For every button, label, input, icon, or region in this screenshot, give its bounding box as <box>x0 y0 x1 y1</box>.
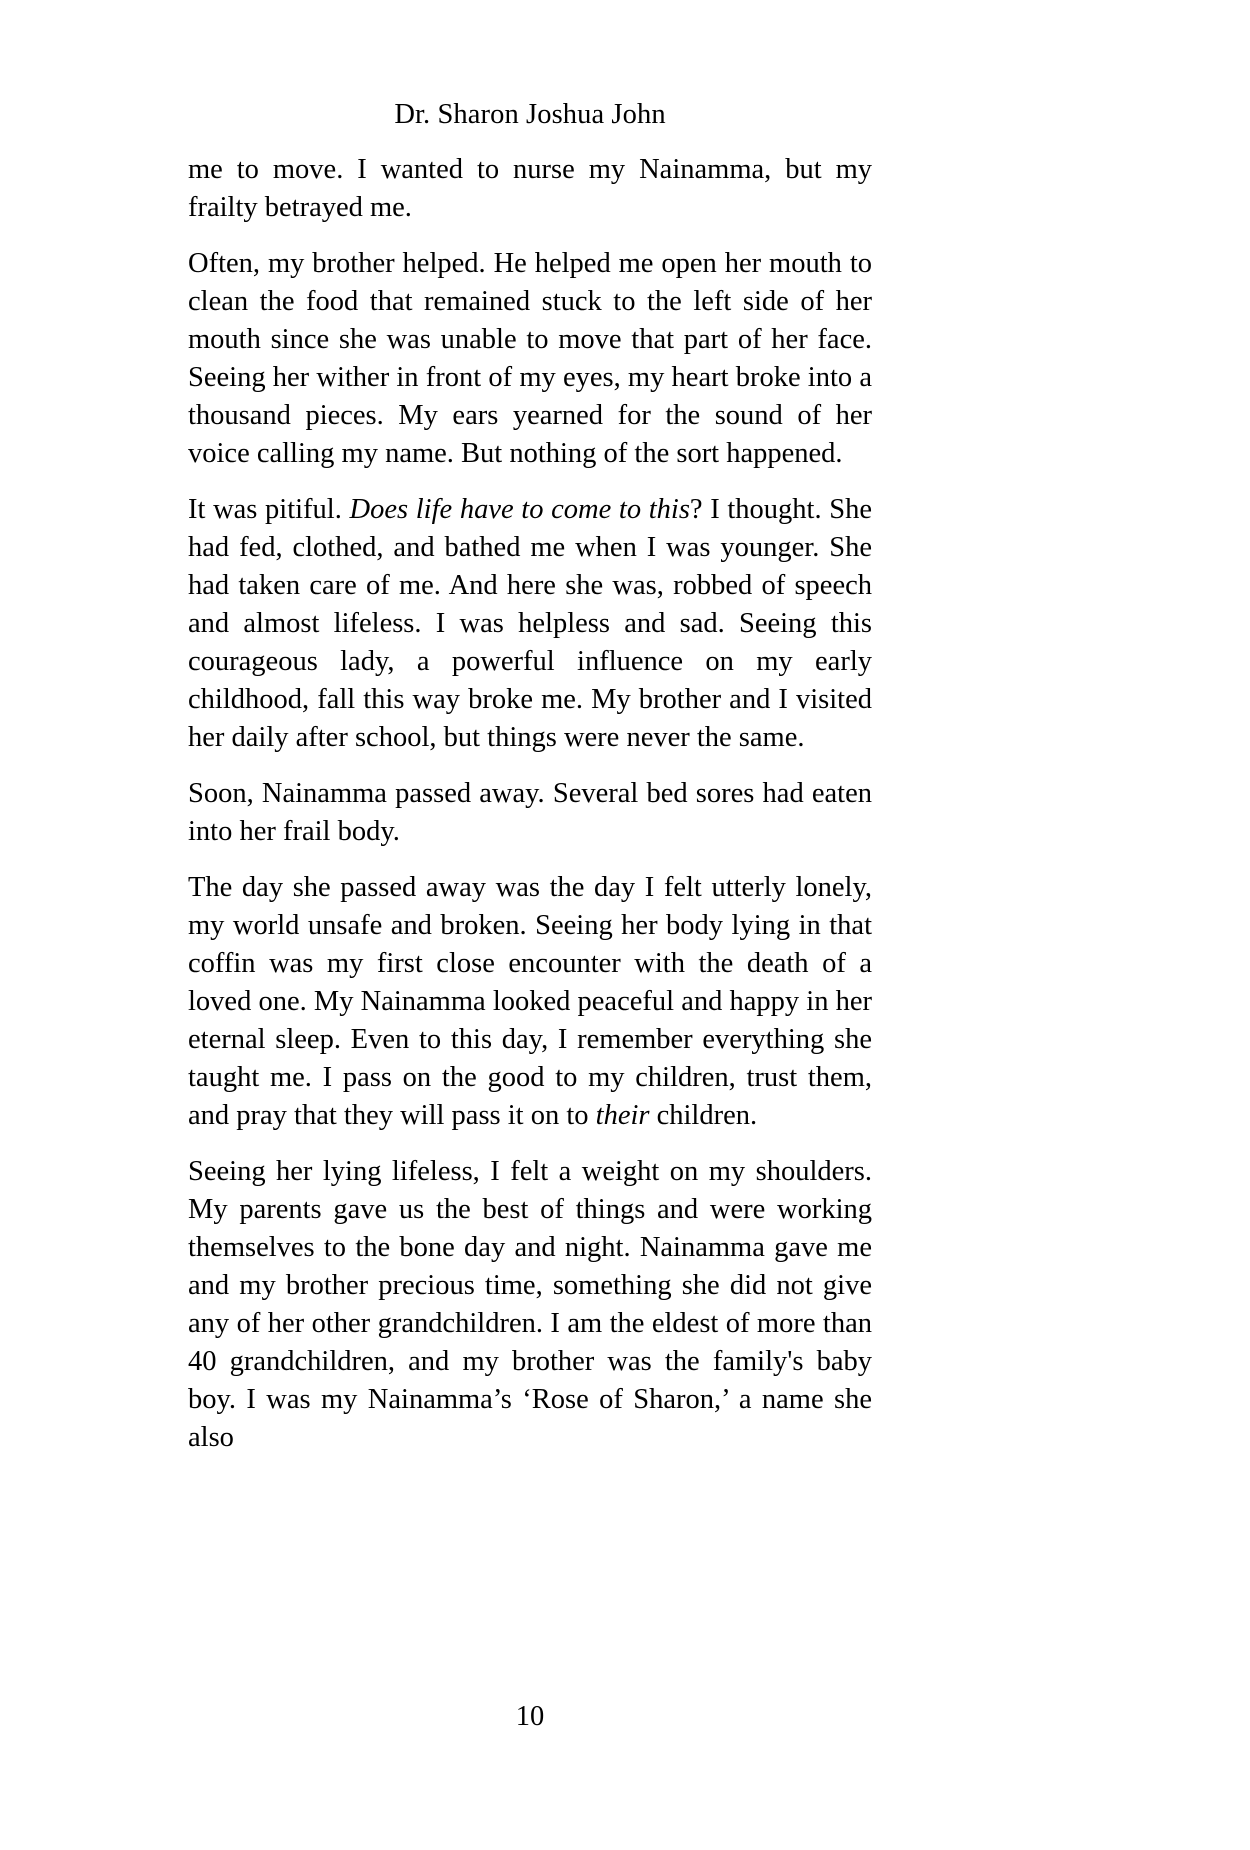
page-text-block <box>188 96 872 1457</box>
paragraph <box>188 151 872 227</box>
paragraph <box>188 869 872 1135</box>
paragraph <box>188 245 872 473</box>
text-run: Often, my brother helped. He helped me open her mouth to clean the food that remained stuck to the left side of her mouth since she was unable to move that part of her face. Seeing her wither in front of my eyes, my heart broke into a thousand pieces. My ears yearned for the sound of her voice calling my name. But nothing of the sort happened. <box>188 248 872 470</box>
paragraph <box>188 775 872 851</box>
italic-phrase: their <box>595 1100 650 1132</box>
paragraph <box>188 491 872 757</box>
text-run: It was pitiful. <box>188 494 350 526</box>
text-run: Seeing her lying lifeless, I felt a weight on my shoulders. My parents gave us the best of things and were working themselves to the bone day and night. Nainamma gave me and my brother precious time, something she did not give any of her other grandchildren. I am the eldest of more than 40 grandchildren, and my brother was the family's baby boy. I was my Nainamma’s ‘Rose of Sharon,’ a name she also <box>188 1156 872 1454</box>
text-run: children. <box>649 1100 758 1132</box>
text-run: ? I thought. She had fed, clothed, and bathed me when I was younger. She had taken care of me. And here she was, robbed of speech and almost lifeless. I was helpless and sad. Seeing this courageous lady, a powerful influence on my early childhood, fall this way broke me. My brother and I visited her daily after school, but things were never the same. <box>188 494 872 754</box>
text-run: Soon, Nainamma passed away. Several bed sores had eaten into her frail body. <box>188 778 872 848</box>
page-number: 10 <box>515 1701 545 1732</box>
paragraph <box>188 1153 872 1457</box>
running-head: Dr. Sharon Joshua John <box>394 99 666 130</box>
text-run: me to move. I wanted to nurse my Nainamma, but my frailty betrayed me. <box>188 154 872 224</box>
text-run: The day she passed away was the day I felt utterly lonely, my world unsafe and broken. Seeing her body lying in that coffin was my first close encounter with the death of a loved one. My Nainamma looked peaceful and happy in her eternal sleep. Even to this day, I remember everything she taught me. I pass on the good to my children, trust them, and pray that they will pass it on to <box>188 872 872 1132</box>
body-paragraphs <box>188 151 872 1457</box>
italic-phrase: Does life have to come to this <box>349 494 690 526</box>
